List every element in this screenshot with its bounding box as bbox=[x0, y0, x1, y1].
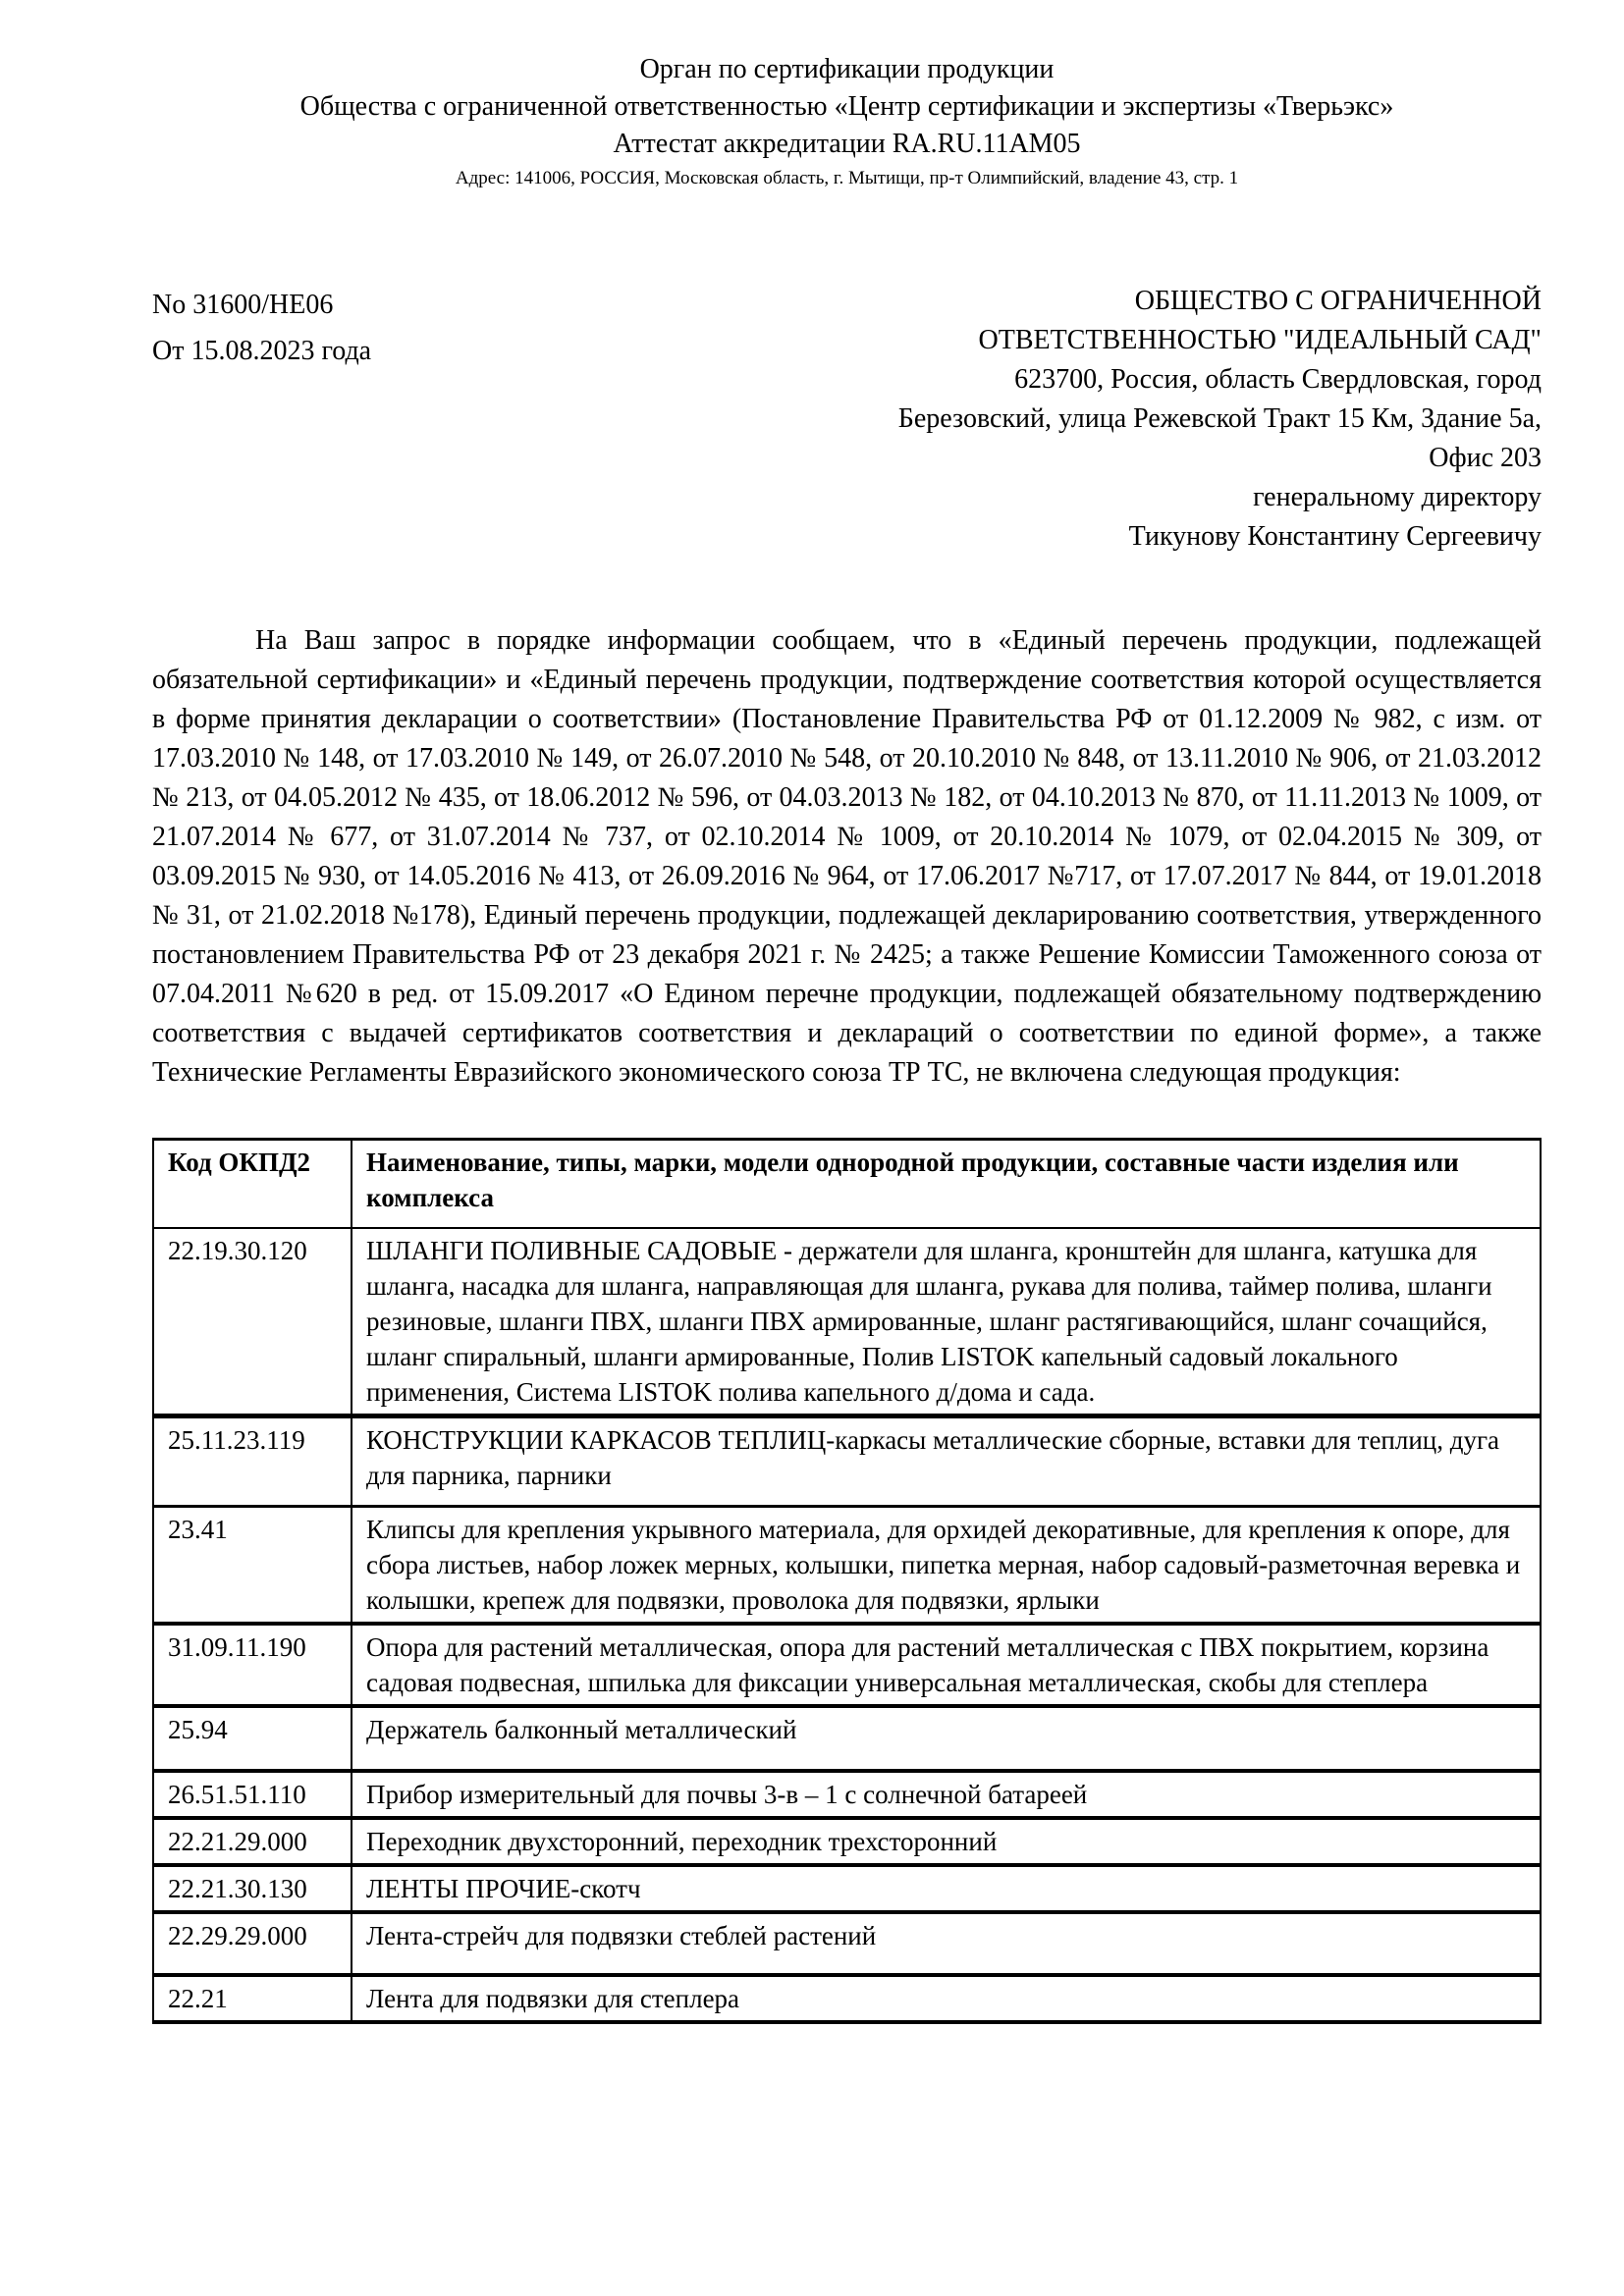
letterhead-org-line: Орган по сертификации продукции bbox=[639, 54, 1055, 84]
row-code: 25.11.23.119 bbox=[153, 1416, 352, 1507]
row-code: 22.21.29.000 bbox=[153, 1818, 352, 1865]
reference-block bbox=[152, 282, 371, 557]
row-desc: ШЛАНГИ ПОЛИВНЫЕ САДОВЫЕ - держатели для шланга, кронштейн для шланга, катушка для шланга, насадка для шланга, направляющая для шланга, рукава для полива, таймер полива, шланги резиновые, шланги ПВХ, шланги ПВХ армированные, шланг растягивающийся, шланг сочащийся, шланг спиральный, шланги армированные, Полив LISTOK капельный садовый локального применения, Система LISTOK полива капельного д/дома и сада. bbox=[352, 1228, 1541, 1416]
row-desc: Держатель балконный металлический bbox=[352, 1706, 1541, 1771]
recipient-line: ОБЩЕСТВО С ОГРАНИЧЕННОЙ bbox=[1134, 286, 1542, 316]
table-row bbox=[153, 1771, 1541, 1818]
row-desc: Лента для подвязки для степлера bbox=[352, 1975, 1541, 2022]
row-code: 22.21.30.130 bbox=[153, 1865, 352, 1912]
row-code: 23.41 bbox=[153, 1507, 352, 1625]
row-desc: Прибор измерительный для почвы 3-в – 1 с солнечной батареей bbox=[352, 1771, 1541, 1818]
row-desc: Лента-стрейч для подвязки стеблей растений bbox=[352, 1912, 1541, 1975]
column-header-code: Код ОКПД2 bbox=[153, 1140, 352, 1229]
table-row bbox=[153, 1706, 1541, 1771]
products-table bbox=[152, 1138, 1542, 2024]
letterhead-accreditation-line: Аттестат аккредитации RA.RU.11АМ05 bbox=[613, 129, 1081, 159]
recipient-line: Офис 203 bbox=[1429, 443, 1542, 473]
letterhead-company-line: Общества с ограниченной ответственностью «Центр сертификации и экспертизы «Тверьэкс» bbox=[299, 91, 1394, 122]
letterhead bbox=[152, 51, 1542, 191]
column-header-name: Наименование, типы, марки, модели однородной продукции, составные части изделия или комплекса bbox=[352, 1140, 1541, 1229]
recipient-line: Березовский, улица Режевской Тракт 15 Км, Здание 5а, bbox=[897, 403, 1542, 434]
recipient-line: генеральному директору bbox=[1253, 482, 1542, 512]
row-desc: Переходник двухсторонний, переходник трехсторонний bbox=[352, 1818, 1541, 1865]
table-row bbox=[153, 1912, 1541, 1975]
letter-date: От 15.08.2023 года bbox=[152, 336, 372, 366]
table-row bbox=[153, 1416, 1541, 1507]
reference-and-recipient bbox=[152, 282, 1542, 557]
row-code: 26.51.51.110 bbox=[153, 1771, 352, 1818]
row-desc: Клипсы для крепления укрывного материала, для орхидей декоративные, для крепления к опоре, для сбора листьев, набор ложек мерных, колышки, пипетка мерная, набор садовый-разметочная веревка и колышки, крепеж для подвязки, проволока для подвязки, ярлыки bbox=[352, 1507, 1541, 1625]
row-desc: Опора для растений металлическая, опора для растений металлическая с ПВХ покрытием, корзина садовая подвесная, шпилька для фиксации универсальная металлическая, скобы для степлера bbox=[352, 1624, 1541, 1706]
recipient-line: 623700, Россия, область Свердловская, город bbox=[1014, 364, 1542, 395]
table-header-row bbox=[153, 1140, 1541, 1229]
recipient-line: ОТВЕТСТВЕННОСТЬЮ "ИДЕАЛЬНЫЙ САД" bbox=[978, 325, 1542, 355]
letter-number: No 31600/НЕ06 bbox=[152, 290, 334, 320]
table-row bbox=[153, 1228, 1541, 1416]
table-row bbox=[153, 1507, 1541, 1625]
row-code: 25.94 bbox=[153, 1706, 352, 1771]
row-code: 22.21 bbox=[153, 1975, 352, 2022]
row-code: 31.09.11.190 bbox=[153, 1624, 352, 1706]
table-row bbox=[153, 1818, 1541, 1865]
row-code: 22.29.29.000 bbox=[153, 1912, 352, 1975]
row-desc: КОНСТРУКЦИИ КАРКАСОВ ТЕПЛИЦ-каркасы металлические сборные, вставки для теплиц, дуга для парника, парники bbox=[352, 1416, 1541, 1507]
body-paragraph: На Ваш запрос в порядке информации сообщаем, что в «Единый перечень продукции, подлежащей обязательной сертификации» и «Единый перечень продукции, подтверждение соответствия которой осуществляется в форме принятия декларации о соответствии» (Постановление Правительства РФ от 01.12.2009 № 982, с изм. от 17.03.2010 № 148, от 17.03.2010 № 149, от 26.07.2010 № 548, от 20.10.2010 № 848, от 13.11.2010 № 906, от 21.03.2012 № 213, от 04.05.2012 № 435, от 18.06.2012 № 596, от 04.03.2013 № 182, от 04.10.2013 № 870, от 11.11.2013 № 1009, от 21.07.2014 № 677, от 31.07.2014 № 737, от 02.10.2014 № 1009, от 20.10.2014 № 1079, от 02.04.2015 № 309, от 03.09.2015 № 930, от 14.05.2016 № 413, от 26.09.2016 № 964, от 17.06.2017 №717, от 17.07.2017 № 844, от 19.01.2018 № 31, от 21.02.2018 №178), Единый перечень продукции, подлежащей декларированию соответствия, утвержденного постановлением Правительства РФ от 23 декабря 2021 г. № 2425; а также Решение Комиссии Таможенного союза от 07.04.2011 №620 в ред. от 15.09.2017 «О Едином перечне продукции, подлежащей обязательному подтверждению соответствия с выдачей сертификатов соответствия и деклараций о соответствии по единой форме», а также Технические Регламенты Евразийского экономического союза ТР ТС, не включена следующая продукция: bbox=[152, 625, 1542, 1088]
row-code: 22.19.30.120 bbox=[153, 1228, 352, 1416]
letterhead-address: Адрес: 141006, РОССИЯ, Московская область, г. Мытищи, пр-т Олимпийский, владение 43, стр. 1 bbox=[455, 168, 1239, 188]
recipient-line: Тикунову Константину Сергеевичу bbox=[1128, 521, 1542, 552]
table-row bbox=[153, 1975, 1541, 2022]
table-row bbox=[153, 1624, 1541, 1706]
table-row bbox=[153, 1865, 1541, 1912]
row-desc: ЛЕНТЫ ПРОЧИЕ-скотч bbox=[352, 1865, 1541, 1912]
recipient-block bbox=[371, 282, 1542, 557]
